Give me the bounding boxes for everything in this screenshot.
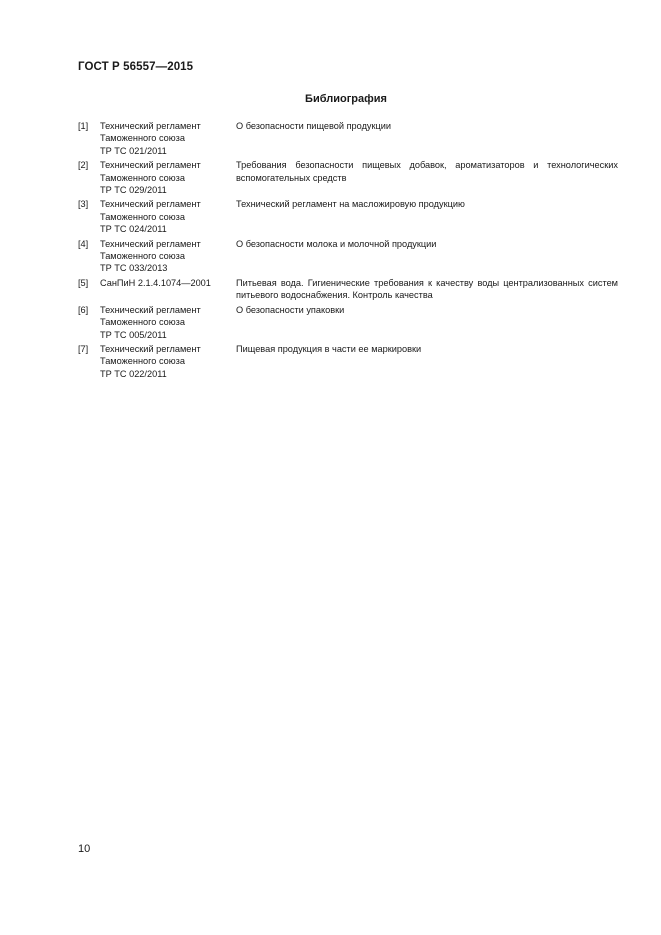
entry-source-line: ТР ТС 033/2013	[100, 263, 168, 274]
entry-source-line: Технический регламент	[100, 199, 201, 210]
bibliography-entry	[78, 277, 618, 302]
entry-source	[100, 238, 236, 275]
page-number: 10	[78, 843, 91, 855]
entry-source-line: Таможенного союза	[100, 172, 185, 183]
bibliography-title: Библиография	[305, 93, 387, 105]
bibliography-entry	[78, 159, 618, 196]
entry-source	[100, 159, 236, 196]
entry-source-line: ТР ТС 021/2011	[100, 145, 167, 156]
entry-source-line: Технический регламент	[100, 304, 201, 315]
entry-source-line: Таможенного союза	[100, 251, 185, 262]
entry-title: О безопасности молока и молочной продукции	[236, 238, 437, 249]
entry-source-line: Технический регламент	[100, 121, 201, 131]
entry-source-line: Технический регламент	[100, 343, 201, 354]
entry-number: [6]	[78, 304, 89, 315]
entry-source	[100, 120, 236, 157]
entry-title: Технический регламент на масложировую продукцию	[236, 199, 465, 210]
entry-source	[100, 304, 236, 341]
bibliography-list	[78, 120, 618, 382]
entry-source	[100, 198, 236, 235]
entry-number: [1]	[78, 121, 89, 131]
bibliography-entry	[78, 304, 618, 341]
entry-number: [5]	[78, 277, 89, 288]
entry-number: [3]	[78, 199, 89, 210]
entry-source-line: Таможенного союза	[100, 211, 185, 222]
entry-number: [4]	[78, 238, 89, 249]
entry-source	[100, 343, 236, 380]
entry-title: Пищевая продукция в части ее маркировки	[236, 343, 422, 354]
entry-source-line: Технический регламент	[100, 238, 201, 249]
entry-source-line: Таможенного союза	[100, 356, 185, 367]
entry-source-line: ТР ТС 024/2011	[100, 224, 167, 235]
entry-title: Требования безопасности пищевых добавок, ароматизаторов и технологических вспомогательных средств	[236, 160, 618, 183]
entry-title: О безопасности упаковки	[236, 304, 345, 315]
bibliography-entry	[78, 198, 618, 235]
bibliography-entry	[78, 120, 618, 157]
entry-source	[100, 277, 236, 302]
entry-number: [2]	[78, 160, 89, 171]
entry-title: Питьевая вода. Гигиенические требования к качеству воды централизованных систем питьевого водоснабжения. Контроль качества	[236, 277, 618, 301]
bibliography-entry	[78, 238, 618, 275]
document-code: ГОСТ Р 56557—2015	[78, 61, 194, 73]
entry-source-line: СанПиН 2.1.4.1074—2001	[100, 277, 211, 288]
entry-source-line: ТР ТС 005/2011	[100, 329, 167, 340]
entry-source-line: Технический регламент	[100, 160, 201, 171]
entry-source-line: ТР ТС 022/2011	[100, 368, 167, 379]
entry-number: [7]	[78, 343, 89, 354]
entry-source-line: Таможенного союза	[100, 317, 185, 328]
entry-source-line: Таможенного союза	[100, 133, 185, 144]
entry-source-line: ТР ТС 029/2011	[100, 185, 167, 196]
entry-title: О безопасности пищевой продукции	[236, 121, 392, 131]
bibliography-entry	[78, 343, 618, 380]
